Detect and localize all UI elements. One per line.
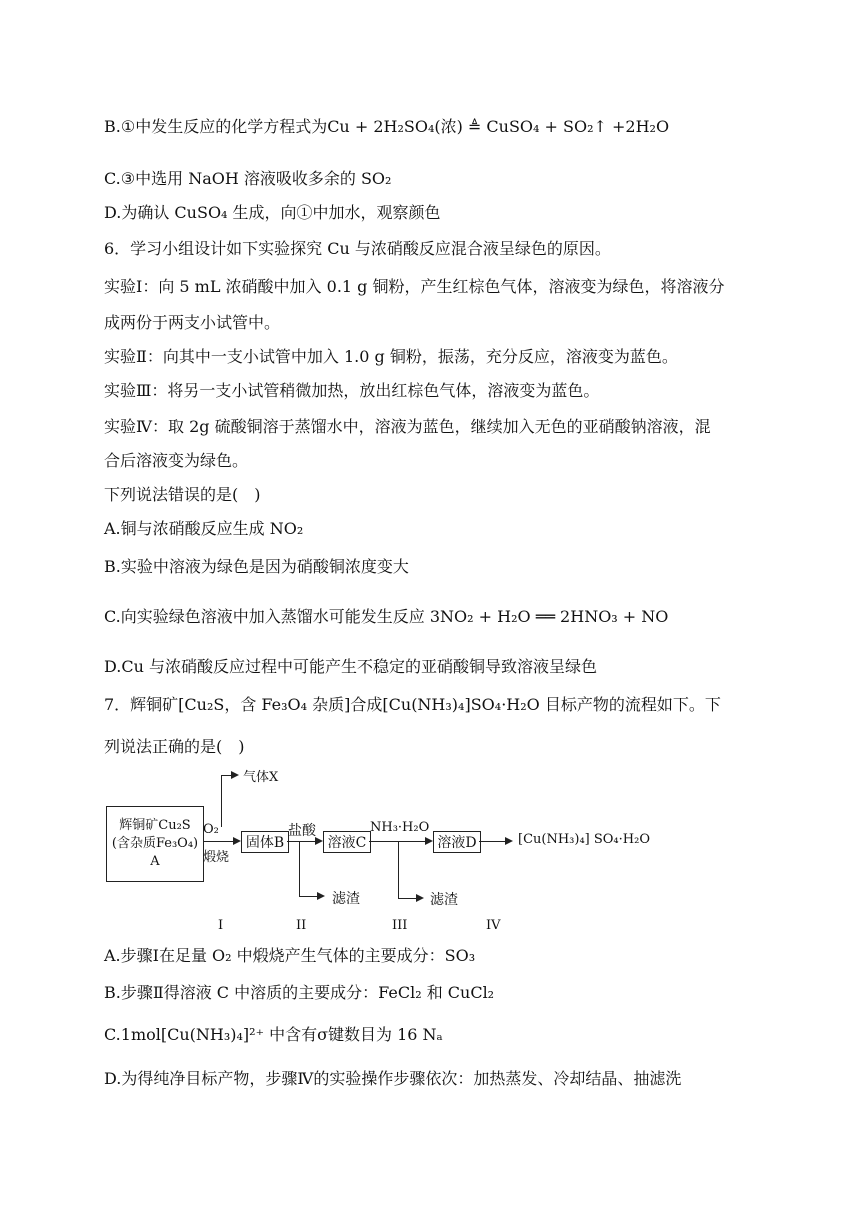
gas-arrow-head <box>231 771 239 779</box>
arrow-d-product-line <box>479 841 505 842</box>
q7-option-b: B.步骤Ⅱ得溶液 C 中溶质的主要成分：FeCl₂ 和 CuCl₂ <box>104 983 495 1002</box>
arrow-a-b-line <box>203 841 233 842</box>
q6-exp4-line2: 合后溶液变为绿色。 <box>104 451 249 470</box>
residue1-arrow-line <box>299 896 317 897</box>
residue1-label: 滤渣 <box>332 891 360 907</box>
box-a-line1: 辉铜矿Cu₂S <box>119 818 191 833</box>
q5-option-c: C.③中选用 NaOH 溶液吸收多余的 SO₂ <box>104 169 392 188</box>
box-d-solution: 溶液D <box>433 831 481 853</box>
gas-branch-line <box>221 775 222 827</box>
hcl-label: 盐酸 <box>288 823 316 839</box>
arrow-b-c-head <box>315 837 323 845</box>
q7-stem-line1: 7．辉铜矿[Cu₂S，含 Fe₃O₄ 杂质]合成[Cu(NH₃)₄]SO₄·H₂O 目标产物的流程如下。下 <box>104 695 721 714</box>
gas-x-label: 气体X <box>243 770 279 785</box>
q6-exp2: 实验Ⅱ：向其中一支小试管中加入 1.0 g 铜粉，振荡，充分反应，溶液变为蓝色。 <box>104 347 678 366</box>
arrow-b-c-line <box>287 841 315 842</box>
q6-exp4-line1: 实验Ⅳ：取 2g 硫酸铜溶于蒸馏水中，溶液为蓝色，继续加入无色的亚硝酸钠溶液，混 <box>104 417 711 436</box>
q6-option-d: D.Cu 与浓硝酸反应过程中可能产生不稳定的亚硝酸铜导致溶液呈绿色 <box>104 657 597 676</box>
product-label: [Cu(NH₃)₄] SO₄·H₂O <box>518 832 650 847</box>
residue2-arrow-line <box>398 898 416 899</box>
calcine-label: 煅烧 <box>203 850 230 865</box>
q6-exp1-line1: 实验Ⅰ：向 5 mL 浓硝酸中加入 0.1 g 铜粉，产生红棕色气体，溶液变为绿色，将溶液分 <box>104 277 725 296</box>
box-c-solution: 溶液C <box>323 831 371 853</box>
q7-stem-line2: 列说法正确的是( ) <box>104 737 245 756</box>
q7-option-d: D.为得纯净目标产物，步骤Ⅳ的实验操作步骤依次：加热蒸发、冷却结晶、抽滤洗 <box>104 1069 682 1088</box>
step-4-label: IV <box>486 918 501 933</box>
q7-option-a: A.步骤Ⅰ在足量 O₂ 中煅烧产生气体的主要成分：SO₃ <box>104 946 476 965</box>
q6-ask: 下列说法错误的是( ) <box>104 485 261 504</box>
arrow-c-d-head <box>425 837 433 845</box>
q7-option-c: C.1mol[Cu(NH₃)₄]²⁺ 中含有σ键数目为 16 Nₐ <box>104 1025 443 1044</box>
box-b-solid: 固体B <box>241 831 289 853</box>
residue1-arrow-head <box>317 892 325 900</box>
box-a-line2: (含杂质Fe₃O₄) <box>111 836 199 851</box>
o2-label: O₂ <box>203 822 219 837</box>
residue2-line <box>398 841 399 898</box>
q6-option-a: A.铜与浓硝酸反应生成 NO₂ <box>104 519 304 538</box>
box-a-ore <box>106 806 204 882</box>
nh3-label: NH₃·H₂O <box>370 820 430 835</box>
arrow-c-d-line <box>369 841 425 842</box>
q6-exp1-line2: 成两份于两支小试管中。 <box>104 313 281 332</box>
residue1-line <box>299 841 300 896</box>
q6-stem: 6．学习小组设计如下实验探究 Cu 与浓硝酸反应混合液呈绿色的原因。 <box>104 239 611 258</box>
step-2-label: II <box>296 918 307 933</box>
q5-option-d: D.为确认 CuSO₄ 生成，向①中加水，观察颜色 <box>104 203 441 222</box>
q6-exp3: 实验Ⅲ：将另一支小试管稍微加热，放出红棕色气体，溶液变为蓝色。 <box>104 381 600 400</box>
residue2-label: 滤渣 <box>430 892 458 908</box>
residue2-arrow-head <box>416 894 424 902</box>
box-a-line3: A <box>150 854 160 869</box>
arrow-a-b-head <box>233 837 241 845</box>
gas-branch-arrow-line <box>221 775 231 776</box>
q6-option-c: C.向实验绿色溶液中加入蒸馏水可能发生反应 3NO₂ + H₂O ══ 2HNO₃ + NO <box>104 607 669 626</box>
step-1-label: I <box>218 918 224 933</box>
q6-option-b: B.实验中溶液为绿色是因为硝酸铜浓度变大 <box>104 557 409 576</box>
q5-option-b: B.①中发生反应的化学方程式为Cu + 2H₂SO₄(浓) ≜ CuSO₄ + SO₂↑ +2H₂O <box>104 117 670 136</box>
arrow-d-product-head <box>505 837 513 845</box>
step-3-label: III <box>392 918 408 933</box>
